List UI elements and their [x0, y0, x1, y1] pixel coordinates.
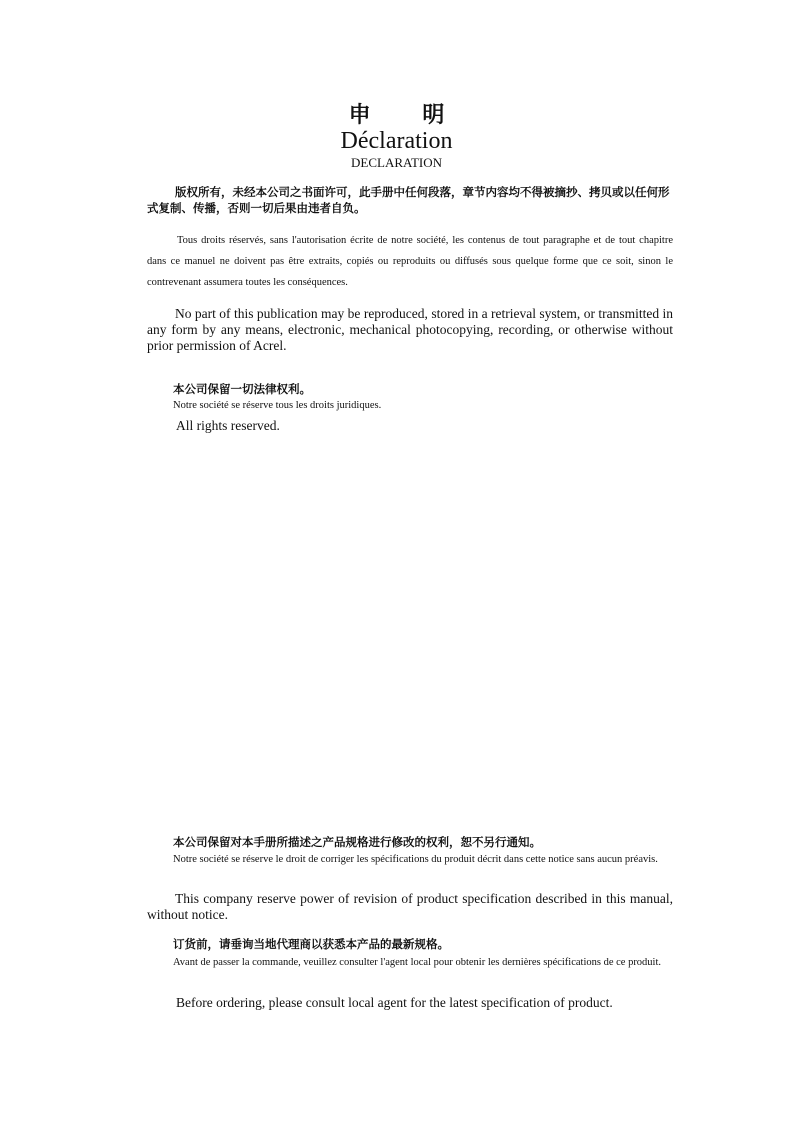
ordering-english: Before ordering, please consult local agent for the latest specification of product. [176, 995, 613, 1010]
title-french: Déclaration [340, 128, 453, 154]
ordering-chinese: 订货前，请垂询当地代理商以获悉本产品的最新规格。 [173, 937, 449, 951]
copyright-chinese: 版权所有，未经本公司之书面许可，此手册中任何段落，章节内容均不得被摘抄、拷贝或以任何形式复制、传播，否则一切后果由违者自负。 [147, 185, 670, 215]
ordering-french: Avant de passer la commande, veuillez consulter l'agent local pour obtenir les dernières spécifications de ce produit. [173, 957, 662, 968]
title-chinese: 申 明 [348, 103, 467, 128]
revision-english: This company reserve power of revision of product specification described in this manual, without notice. [147, 891, 673, 922]
rights-english: All rights reserved. [176, 418, 280, 433]
rights-french: Notre société se réserve tous les droits juridiques. [173, 400, 382, 411]
revision-chinese: 本公司保留对本手册所描述之产品规格进行修改的权利，恕不另行通知。 [173, 835, 541, 849]
revision-french: Notre société se réserve le droit de corriger les spécifications du produit décrit dans cette notice sans aucun préavis. [173, 854, 658, 865]
copyright-english: No part of this publication may be reproduced, stored in a retrieval system, or transmitted in any form by any means, electronic, mechanical photocopying, recording, or otherwise without prior permission of Acrel. [147, 306, 673, 353]
title-english: DECLARATION [351, 155, 442, 170]
copyright-french: Tous droits réservés, sans l'autorisation écrite de notre société, les contenus de tout paragraphe et de tout chapitre dans ce manuel ne doivent pas être extraits, copiés ou reproduits ou diffusés sous quelque forme que ce soit, sinon le contrevenant assumera toutes les conséquences. [147, 235, 673, 288]
rights-chinese: 本公司保留一切法律权利。 [173, 382, 311, 396]
